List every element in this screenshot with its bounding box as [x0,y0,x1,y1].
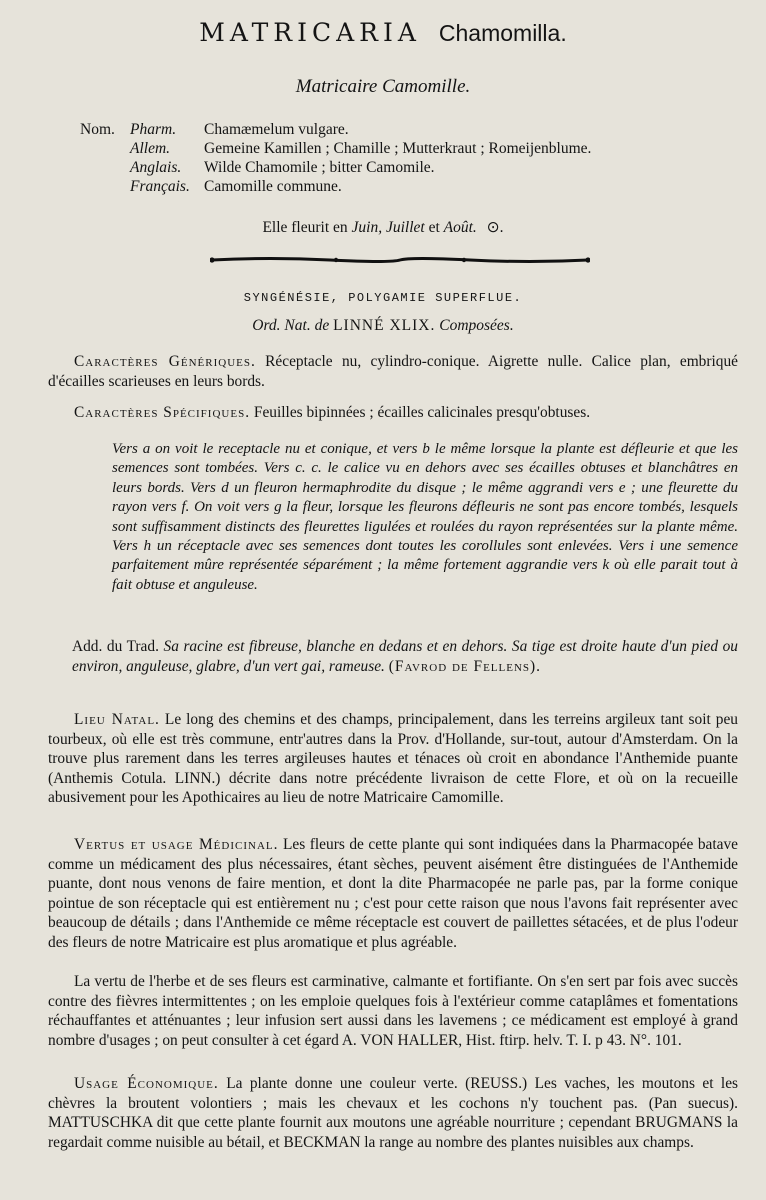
name-text: Chamæmelum vulgare. [204,121,349,138]
section-heading: Caractères Génériques. [74,353,256,370]
addition-text: Sa racine est fibreuse, blanche en dedans et en dehors. Sa tige est droite haute d'un pied ou environ, anguleuse, glabre, d'un vert gai, rameuse. [72,638,738,675]
genus-name: MATRICARIA [199,18,421,47]
vertus-continued: La vertu de l'herbe et de ses fleurs est carminative, calmante et fortifiante. On s'en sert par fois avec succès contre des fièvres intermittentes ; on les emploie quelques fois à l'extérieur comme cataplâmes et fomentations réchauffantes et atténuantes ; leur infusion sert aussi dans les lavemens ; ce médicament est employé à grand nombre d'usages ; on peut consulter à cet égard A. VON HALLER, Hist. ftirp. helv. T. I. p 43. N°. 101. [48,973,738,1049]
page-title [0,18,766,47]
name-text: Wilde Chamomile ; bitter Camomile. [204,159,435,176]
flowering-last-month: Août. [443,219,477,236]
lieu-natal [48,710,738,808]
name-row [80,177,720,196]
natural-order [0,317,766,335]
vertus-medicinal [48,835,738,952]
translator-addition [72,637,738,676]
section-text: Le long des chemins et des champs, principalement, dans les terreins argileux tant soit peu tourbeux, où elle est très commune, entr'autres dans la Prov. d'Hollande, sur-tout, autour d'Amsterdam. On la trouve plus rarement dans les terres argileuses hautes et ténaces où croit en abondance l'Anthemide puante (Anthemis Cotula. LINN.) décrite dans notre précédente livraison de cette Flore, et où on la recueille abusivement pour les Apothicaires au lieu de notre Matricaire Camomille. [48,711,739,806]
flowering-months: Juin, Juillet [351,219,425,236]
vernacular-names [80,120,720,196]
language-label: Anglais. [130,159,182,176]
section-heading: Vertus et usage Médicinal. [74,836,279,853]
section-heading: Caractères Spécifiques. [74,404,251,421]
family-name: Composées. [439,317,514,334]
flowering-period [0,218,766,237]
flowering-prefix: Elle fleurit en [262,219,348,236]
specific-characters [48,403,738,423]
addition-label: Add. du Trad. [72,638,159,655]
nom-label: Nom. [80,121,115,138]
linne-order: LINNÉ XLIX. [333,317,436,334]
flowering-joiner: et [428,219,440,236]
section-heading: Usage Économique. [74,1075,219,1092]
common-name: Matricaire Camomille. [295,76,471,97]
order-prefix: Ord. Nat. de [252,317,330,334]
generic-characters [48,352,738,391]
section-heading: Lieu Natal. [74,711,160,728]
figure-explanation: Vers a on voit le receptacle nu et conique, et vers b le même lorsque la plante est défleurie et que les semences sont tombées. Vers c. c. le calice vu en dehors avec ses écailles obtuses et blanchâtres en leurs bords. Vers d un fleuron hermaphrodite du disque ; le même aggrandi vers e ; une fleurette du rayon vers f. On voit vers g la fleur, lorsque les fleurons défleuris ne sont pas encore tombés, lesquels sont suffisamment distincts des fleurettes ligulées et roulées du rayon représentées sur la plante même. Vers h un réceptacle avec ses semences dont toutes les corollules sont enlevées. Vers i une semence parfaitement mûre représentée séparément ; la même fortement aggrandie vers k où elle parait tout à fait obtuse et anguleuse. [112,441,738,593]
language-label: Pharm. [130,121,177,138]
section-text: Réceptacle nu, cylindro-conique. Aigrette nulle. Calice plan, embriqué d'écailles scarieuses en leurs bords. [48,353,738,390]
species-name: Chamomilla. [438,20,567,46]
name-row [80,139,720,158]
section-text: La plante donne une couleur verte. (REUSS.) Les vaches, les moutons et les chèvres la broutent volontiers ; mais les chevaux et les cochons n'y touchent pas. (Pan suecus). MATTUSCHKA dit que cette plante fournit aux moutons une agréable nourriture ; cependant BRUGMANS la regardait comme nuisible au bétail, et BECKMAN la range au nombre des plantes nuisibles aux champs. [48,1075,739,1151]
name-row [80,158,720,177]
language-label: Allem. [130,140,171,157]
section-text: Les fleurs de cette plante qui sont indiquées dans la Pharmacopée batave comme un médicament des plus nécessaires, étant sèches, peuvent aisément être distinguées de l'Anthemide puante, dont nous venons de faire mention, et dont la dite Pharmacopée ne parle pas, par la forme conique pointue de son réceptacle qui est entièrement nu ; c'est pour cette raison que nous l'avons fait représenter avec beaucoup de détails ; dans l'Anthemide ce même réceptacle est couvert de paillettes sétacées, et de plus l'odeur des fleurs de notre Matricaire est plus aromatique et plus agréable. [48,836,738,951]
name-row [80,120,720,139]
section-text: Feuilles bipinnées ; écailles calicinales presqu'obtuses. [253,404,591,421]
linnaean-system: SYNGÉNÉSIE, POLYGAMIE SUPERFLUE. [243,291,523,305]
annual-symbol: ⊙. [486,219,504,236]
addition-author: (Favrod de Fellens). [388,657,541,675]
language-label: Français. [130,178,190,195]
name-text: Camomille commune. [204,178,342,195]
name-text: Gemeine Kamillen ; Chamille ; Mutterkraut ; Romeijenblume. [204,140,592,157]
usage-economique [48,1074,738,1152]
ornamental-divider [210,255,590,265]
